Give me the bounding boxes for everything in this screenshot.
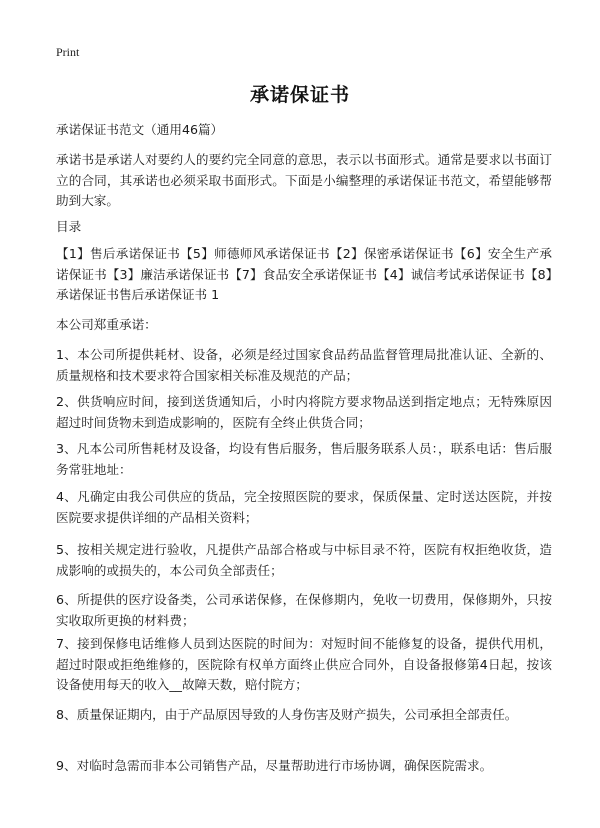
pledge-item: 3、凡本公司所售耗材及设备，均设有售后服务，售后服务联系人员：，联系电话：售后服务常驻地址：	[56, 441, 552, 477]
pledge-item: 7、接到保修电话维修人员到达医院的时间为：对短时间不能修复的设备，提供代用机，超过时限或拒绝维修的，医院除有权单方面终止供应合同外，自设备报修第4日起，按该设备使用每天的收入__故障天数，赔付院方；	[56, 636, 552, 692]
toc-list: 【1】售后承诺保证书【5】师德师风承诺保证书【2】保密承诺保证书【6】安全生产承诺保证书【3】廉洁承诺保证书【7】食品安全承诺保证书【4】诚信考试承诺保证书【8】承诺保证书售后承诺保证书 1	[56, 246, 552, 302]
pledge-item: 5、按相关规定进行验收，凡提供产品部合格或与中标目录不符，医院有权拒绝收货，造成影响的或损失的，本公司负全部责任；	[56, 542, 552, 578]
document-subtitle: 承诺保证书范文（通用46篇）	[56, 122, 224, 137]
pledge-item: 2、供货响应时间，接到送货通知后，小时内将院方要求物品送到指定地点；无特殊原因超过时间货物未到造成影响的，医院有全终止供货合同；	[56, 394, 552, 430]
toc-heading: 目录	[56, 219, 82, 234]
pledge-item: 9、对临时急需而非本公司销售产品，尽量帮助进行市场协调，确保医院需求。	[56, 758, 493, 773]
pledge-item: 1、本公司所提供耗材、设备，必须是经过国家食品药品监督管理局批准认证、全新的、质量规格和技术要求符合国家相关标准及规范的产品；	[56, 347, 552, 383]
pledge-item: 6、所提供的医疗设备类，公司承诺保修，在保修期内，免收一切费用，保修期外，只按实收取所更换的材料费；	[56, 592, 552, 628]
pledge-item: 8、质量保证期内，由于产品原因导致的人身伤害及财产损失，公司承担全部责任。	[56, 707, 518, 722]
intro-paragraph: 承诺书是承诺人对要约人的要约完全同意的意思，表示以书面形式。通常是要求以书面订立的合同，其承诺也必须采取书面形式。下面是小编整理的承诺保证书范文，希望能够帮助到大家。	[56, 152, 552, 208]
print-label[interactable]: Print	[56, 45, 80, 59]
page-title: 承诺保证书	[249, 84, 350, 106]
pledge-intro: 本公司郑重承诺：	[56, 317, 157, 332]
pledge-item: 4、凡确定由我公司供应的货品，完全按照医院的要求，保质保量、定时送达医院，并按医院要求提供详细的产品相关资料；	[56, 489, 552, 525]
